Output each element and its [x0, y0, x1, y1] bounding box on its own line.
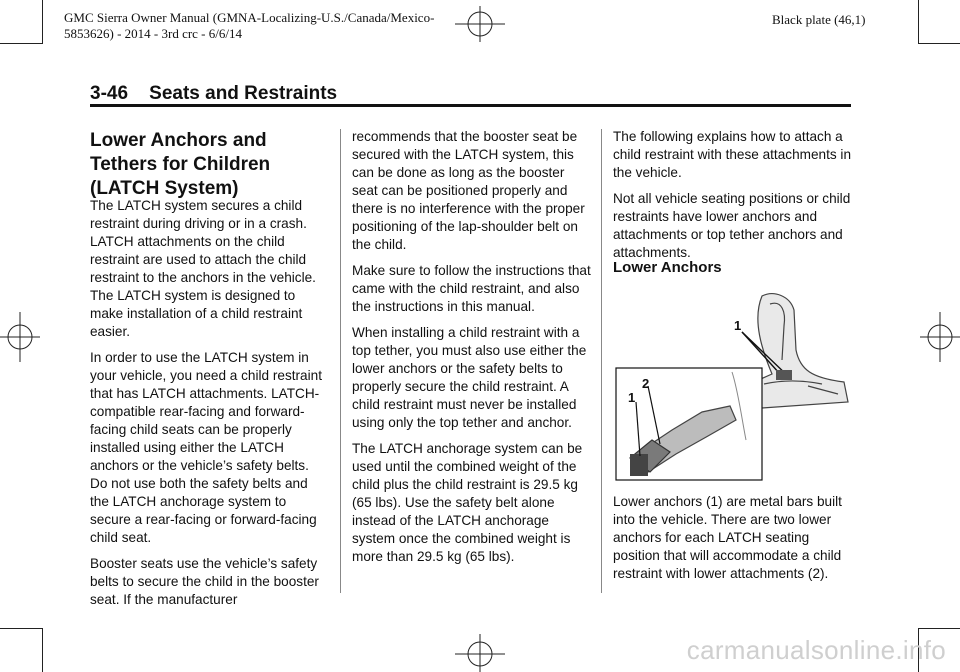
crop-mark [42, 628, 43, 672]
registration-mark-bottom [455, 632, 505, 672]
column-1 [90, 197, 330, 609]
column-3 [613, 128, 853, 262]
lower-anchors-figure [612, 290, 856, 482]
section-title: 3-46 Seats and Restraints [90, 83, 338, 104]
column-2 [352, 128, 592, 566]
article-heading: Lower Anchors and Tethers for Children (LATCH System) [90, 130, 271, 199]
crop-mark [42, 0, 43, 44]
paragraph: Lower anchors (1) are metal bars built into the vehicle. There are two lower anchors for each LATCH seating position that will accommodate a child restraint with lower attachments (2). [613, 494, 842, 581]
print-header-line2: 5853626) - 2014 - 3rd crc - 6/6/14 [64, 26, 242, 41]
crop-mark [0, 628, 42, 629]
paragraph: Not all vehicle seating positions or child restraints have lower anchors and attachments or top tether anchors and attachments. [613, 191, 851, 260]
registration-mark-right [920, 312, 960, 362]
paragraph: recommends that the booster seat be secured with the LATCH system, this can be done as long as the booster seat can be positioned properly and there is no interference with the proper positioning of the lap-shoulder belt on the child. [352, 129, 585, 252]
column-3-after-figure [613, 493, 853, 583]
figure-inset-label-1: 1 [628, 390, 636, 405]
paragraph: Booster seats use the vehicle’s safety belts to secure the child in the booster seat. If the manufacturer [90, 556, 319, 607]
crop-mark [918, 43, 960, 44]
crop-mark [918, 628, 960, 629]
column-divider [601, 129, 602, 593]
figure-label-1: 1 [734, 318, 742, 333]
paragraph: When installing a child restraint with a top tether, you must also use either the lower anchors or the safety belts to properly secure the child restraint. A child restraint must never be installed using only the top tether and anchor. [352, 325, 587, 430]
registration-mark-left [0, 312, 40, 362]
paragraph: The LATCH anchorage system can be used until the combined weight of the child plus the child restraint is 29.5 kg (65 lbs). Use the safety belt alone instead of the LATCH anchorage system once the combined weight is more than 29.5 kg (65 lbs). [352, 441, 583, 564]
subheading-lower-anchors: Lower Anchors [613, 259, 722, 276]
crop-mark [0, 43, 42, 44]
paragraph: Make sure to follow the instructions that came with the child restraint, and also the instructions in this manual. [352, 263, 591, 314]
paragraph: The following explains how to attach a child restraint with these attachments in the vehicle. [613, 129, 852, 180]
crop-mark [918, 0, 919, 44]
plate-label: Black plate (46,1) [772, 12, 866, 27]
column-divider [340, 129, 341, 593]
print-header-line1: GMC Sierra Owner Manual (GMNA-Localizing-U.S./Canada/Mexico- [64, 10, 435, 25]
watermark: carmanualsonline.info [686, 635, 946, 665]
paragraph: In order to use the LATCH system in your vehicle, you need a child restraint that has LATCH attachments. LATCH-compatible rear-facing and forward-facing child seats can be properly installed using either the LATCH anchors or the vehicle’s safety belts. Do not use both the safety belts and the LATCH anchorage system to secure a rear-facing or forward-facing child seat. [90, 350, 322, 545]
print-header [64, 10, 484, 42]
section-rule [90, 104, 851, 107]
paragraph: The LATCH system secures a child restraint during driving or in a crash. LATCH attachments on the child restraint are used to attach the child restraint to the anchors in the vehicle. The LATCH system is designed to make installation of a child restraint easier. [90, 198, 316, 339]
figure-inset-label-2: 2 [642, 376, 650, 391]
